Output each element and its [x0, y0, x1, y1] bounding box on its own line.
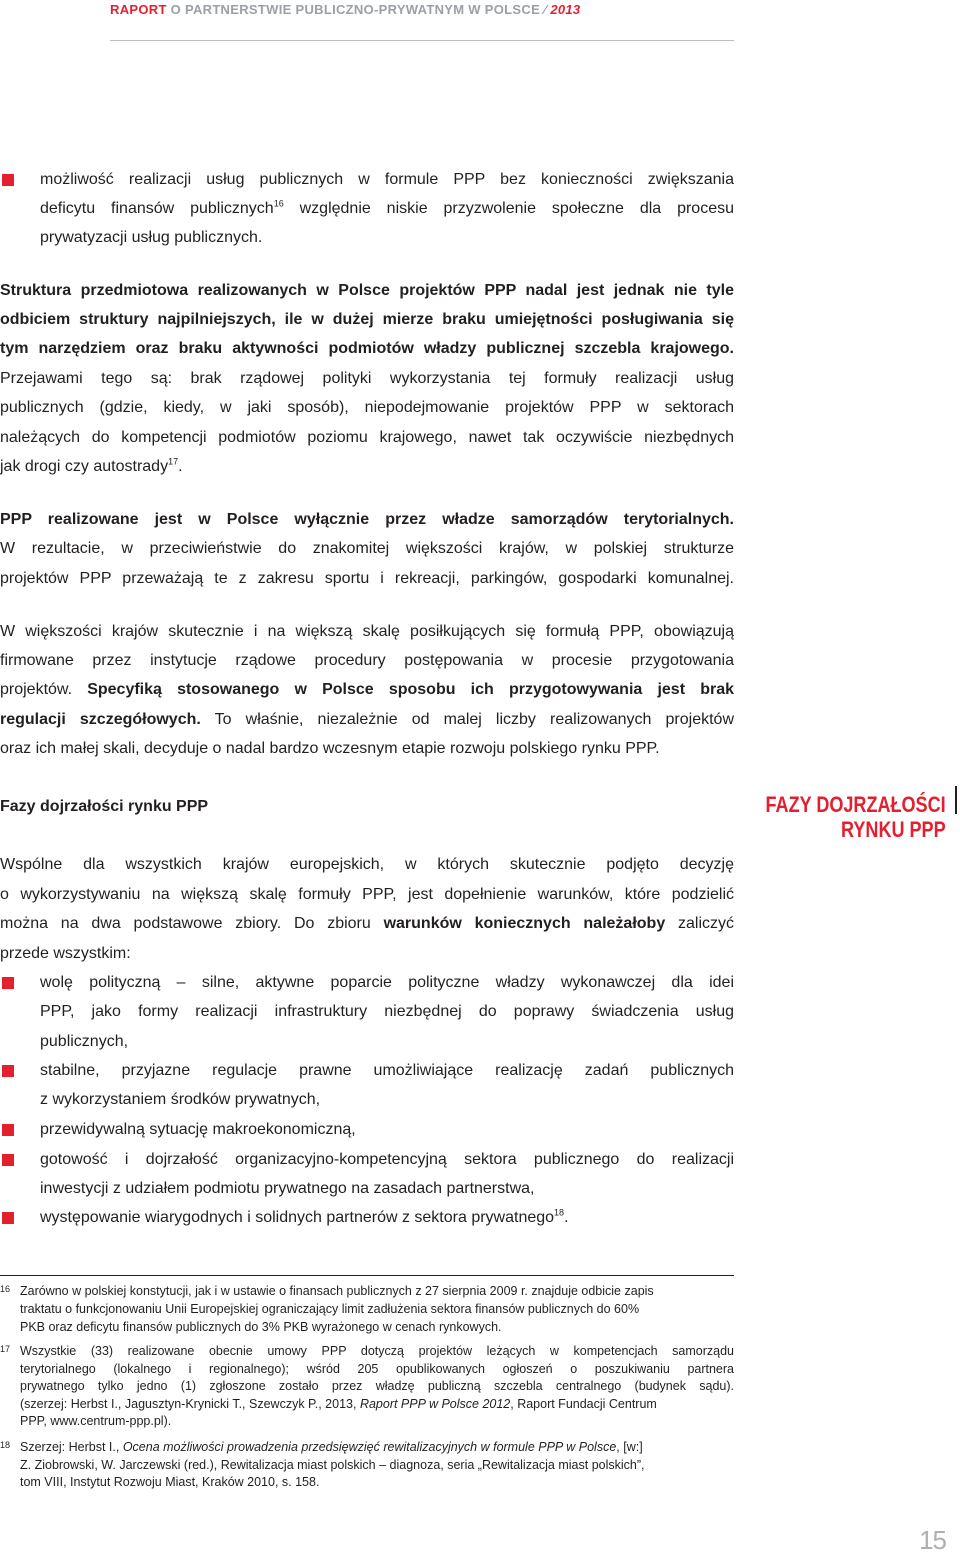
bullet-text: wolę polityczną – silne, aktywne poparcie polityczne władzy wykonawczej dla idei	[40, 974, 734, 991]
footnote-line	[20, 1439, 734, 1457]
bullet-text: publicznych,	[40, 1033, 129, 1050]
footnote-line: traktatu o funkcjonowaniu Unii Europejskiej ograniczający limit zadłużenia sektora finansów publicznych do 60%	[20, 1302, 640, 1316]
paragraph-line	[0, 705, 734, 735]
footnote-line: prywatnego tylko jedno (1) zgłoszone zostało przez władzę publiczną szczebla centralnego (budynek sądu).	[20, 1379, 734, 1393]
footnote-line: tom VIII, Instytut Rozwoju Miast, Kraków 2010, s. 158.	[20, 1475, 320, 1489]
footnote-line: Z. Ziobrowski, W. Jarczewski (red.), Rewitalizacja miast polskich – diagnoza, seria „Rewitalizacja miast polskich”,	[20, 1458, 645, 1472]
text-run: deficytu finansów publicznych	[40, 200, 274, 217]
text-run-bold: Specyfiką stosowanego w Polsce sposobu ich przygotowywania jest brak	[87, 681, 734, 698]
paragraph-line: należących do kompetencji podmiotów poziomu krajowego, nawet tak oczywiście niezbędnych	[0, 429, 734, 446]
page-number: 15	[919, 1525, 946, 1555]
sidebar-title-line: RYNKU PPP	[841, 817, 946, 842]
footnote-line: Zarówno w polskiej konstytucji, jak i w ustawie o finansach publicznych z 27 sierpnia 2009 r. znajduje odbicie zapis	[20, 1284, 654, 1298]
paragraph-line	[0, 452, 734, 482]
paragraph-line: oraz ich małej skali, decyduje o nadal bardzo wczesnym etapie rozwoju polskiego rynku PPP.	[0, 740, 660, 757]
paragraph-line: W większości krajów skutecznie i na większą skalę posiłkujących się formułą PPP, obowiązują	[0, 623, 734, 640]
sidebar-title	[766, 792, 946, 842]
bullet-text	[40, 1203, 774, 1233]
paragraph-line	[0, 675, 734, 705]
footnote-number: 17	[0, 1344, 11, 1354]
footnote-ref[interactable]: 16	[273, 198, 284, 209]
text-run: można na dwa podstawowe zbiory. Do zbioru	[0, 915, 384, 932]
paragraph-line: Wspólne dla wszystkich krajów europejskich, w których skutecznie podjęto decyzję	[0, 856, 734, 873]
text-run-bold: warunków koniecznych należałoby	[383, 915, 666, 932]
paragraph-line: PPP realizowane jest w Polsce wyłącznie przez władze samorządów terytorialnych.	[0, 511, 734, 528]
paragraph-line: przede wszystkim:	[0, 945, 131, 962]
text-run-bold: regulacji szczegółowych.	[0, 711, 201, 728]
header-title	[110, 2, 580, 17]
bullet-text	[40, 194, 734, 224]
text-run: projektów.	[0, 681, 88, 698]
text-run: To właśnie, niezależnie od malej liczby realizowanych projektów	[200, 711, 734, 728]
paragraph-line: firmowane przez instytucje rządowe procedury postępowania w procesie przygotowania	[0, 652, 734, 669]
text-run: , Raport Fundacji Centrum	[510, 1397, 657, 1411]
paragraph-line: o wykorzystywaniu na większą skalę formuły PPP, jest dopełnienie warunków, które podzielić	[0, 886, 734, 903]
text-run: względnie niskie przyzwolenie społeczne dla procesu	[283, 200, 734, 217]
bullet-marker	[2, 1212, 14, 1224]
bullet-text: prywatyzacji usług publicznych.	[40, 229, 263, 246]
paragraph-line: Przejawami tego są: brak rządowej polityki wykorzystania tej formuły realizacji usług	[0, 370, 734, 387]
bullet-text: gotowość i dojrzałość organizacyjno-kompetencyjną sektora publicznego do realizacji	[40, 1151, 734, 1168]
bullet-text: stabilne, przyjazne regulacje prawne umożliwiające realizację zadań publicznych	[40, 1062, 734, 1079]
bullet-text: możliwość realizacji usług publicznych w formule PPP bez konieczności zwiększania	[40, 171, 734, 188]
text-run: , [w:]	[616, 1440, 643, 1454]
bullet-text: inwestycji z udziałem podmiotu prywatnego na zasadach partnerstwa,	[40, 1180, 535, 1197]
footnote-line	[20, 1396, 734, 1414]
paragraph-line: Struktura przedmiotowa realizowanych w Polsce projektów PPP nadal jest jednak nie tyle	[0, 282, 734, 299]
footnote-ref[interactable]: 18	[554, 1207, 565, 1218]
bullet-marker	[2, 1124, 14, 1136]
footnote-line: Wszystkie (33) realizowane obecnie umowy PPP dotyczą projektów leżących w kompetencjach samorządu	[20, 1344, 734, 1358]
text-run-italic: Ocena możliwości prowadzenia przedsięwzięć rewitalizacyjnych w formule PPP w Polsce	[122, 1440, 617, 1454]
section-heading: Fazy dojrzałości rynku PPP	[0, 798, 209, 815]
running-header	[110, 0, 734, 41]
paragraph-line: publicznych (gdzie, kiedy, w jaki sposób), niepodejmowanie projektów PPP w sektorach	[0, 399, 734, 416]
bullet-marker	[2, 1065, 14, 1077]
sidebar-title-line: FAZY DOJRZAŁOŚCI	[765, 792, 946, 817]
sidebar-rule	[955, 786, 957, 814]
bullet-marker	[2, 1154, 14, 1166]
text-run: występowanie wiarygodnych i solidnych partnerów z sektora prywatnego	[40, 1209, 555, 1226]
footnote-line: terytorialnego (lokalnego i regionalnego); wśród 205 opublikowanych ogłoszeń o poszukiwaniu partnera	[20, 1362, 734, 1376]
paragraph-line: projektów PPP przeważają te z zakresu sportu i rekreacji, parkingów, gospodarki komunalnej.	[0, 570, 734, 587]
text-run-italic: Raport PPP w Polsce 2012	[359, 1397, 511, 1411]
footnote-line: PPP, www.centrum-ppp.pl).	[20, 1414, 172, 1428]
text-run: Szerzej: Herbst I.,	[20, 1440, 123, 1454]
text-run: jak drogi czy autostrady	[0, 458, 169, 475]
text-run: .	[564, 1209, 569, 1226]
text-run: .	[178, 458, 183, 475]
bullet-text: przewidywalną sytuację makroekonomiczną,	[40, 1121, 356, 1138]
bullet-marker	[2, 977, 14, 989]
paragraph-line: tym narzędziem oraz braku aktywności podmiotów władzy publicznej szczebla krajowego.	[0, 340, 734, 357]
paragraph-line	[0, 909, 734, 939]
header-rest: O PARTNERSTWIE PUBLICZNO-PRYWATNYM W POLSCE ⁄	[166, 2, 551, 17]
footnote-ref[interactable]: 17	[168, 456, 179, 467]
bullet-text: PPP, jako formy realizacji infrastruktury niezbędnej do poprawy świadczenia usług	[40, 1003, 734, 1020]
text-run: (szerzej: Herbst I., Jagusztyn-Krynicki T., Szewczyk P., 2013,	[20, 1397, 360, 1411]
bullet-text: z wykorzystaniem środków prywatnych,	[40, 1091, 321, 1108]
footnote-number: 16	[0, 1284, 11, 1294]
header-raport: RAPORT	[110, 2, 167, 17]
paragraph-line: W rezultacie, w przeciwieństwie do znakomitej większości krajów, w polskiej strukturze	[0, 540, 734, 557]
footnote-line: PKB oraz deficytu finansów publicznych do 3% PKB wyrażonego w cenach rynkowych.	[20, 1320, 502, 1334]
bullet-marker	[2, 174, 14, 186]
footnote-number: 18	[0, 1440, 11, 1450]
paragraph-line: odbiciem struktury najpilniejszych, ile w dużej mierze braku umiejętności posługiwania się	[0, 311, 734, 328]
text-run: zaliczyć	[665, 915, 734, 932]
header-year: 2013	[550, 2, 581, 17]
footnote-divider	[0, 1275, 734, 1276]
